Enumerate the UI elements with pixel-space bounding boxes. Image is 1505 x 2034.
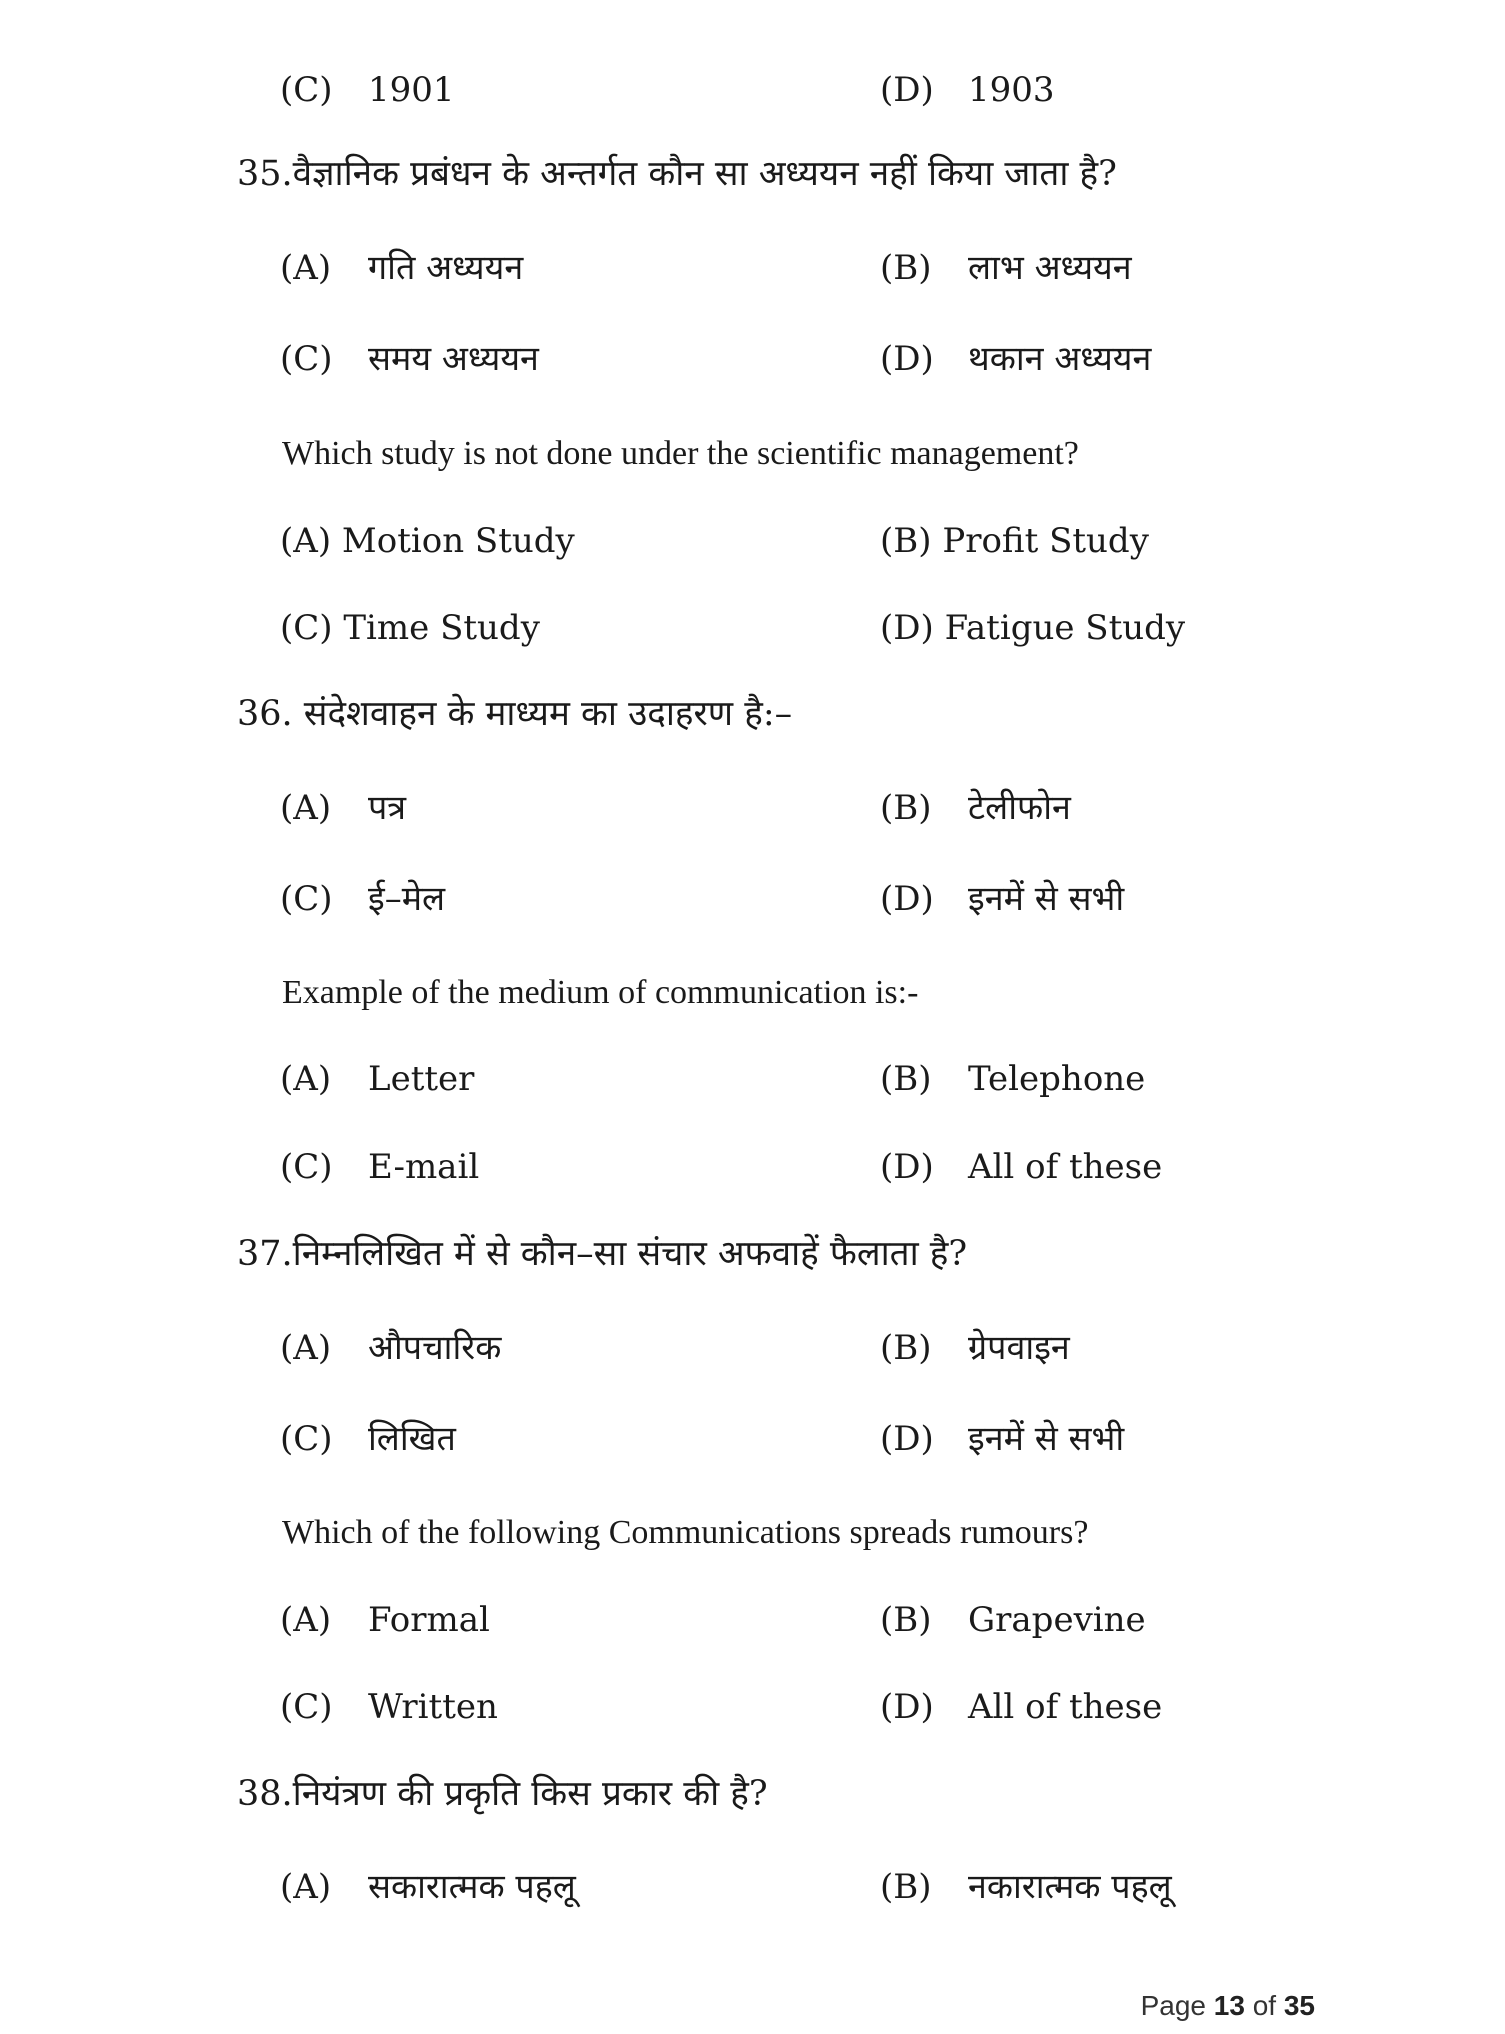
- option-a: [280, 240, 523, 296]
- option-label: (A): [280, 788, 332, 828]
- option-text: 1901: [368, 70, 455, 110]
- option-a: [280, 780, 406, 836]
- option-label: (B): [880, 521, 932, 561]
- option-c: [280, 331, 539, 387]
- option-c: [280, 1411, 456, 1467]
- option-row: [0, 62, 1505, 118]
- option-label: (B): [880, 248, 932, 288]
- option-a: [280, 1320, 501, 1376]
- option-a: [280, 513, 575, 569]
- option-c: [280, 1679, 498, 1735]
- total-pages: 35: [1283, 1990, 1315, 2021]
- option-label: (C): [280, 339, 333, 379]
- option-text: Telephone: [968, 1059, 1146, 1099]
- option-c: [280, 1139, 479, 1195]
- option-label: (C): [280, 608, 333, 648]
- option-text: टेलीफोन: [968, 788, 1071, 828]
- option-a: [280, 1859, 576, 1915]
- option-label: (C): [280, 1419, 333, 1459]
- option-row: [0, 1051, 1505, 1107]
- option-label: (B): [880, 1328, 932, 1368]
- option-row: [0, 871, 1505, 927]
- option-label: (D): [880, 1147, 934, 1187]
- option-d: [880, 62, 1055, 118]
- option-d: [880, 1139, 1162, 1195]
- option-text: ई–मेल: [368, 879, 446, 919]
- option-d: [880, 1411, 1124, 1467]
- option-text: लिखित: [368, 1419, 456, 1459]
- option-label: (D): [880, 879, 934, 919]
- option-a: [280, 1592, 490, 1648]
- option-text: All of these: [968, 1147, 1163, 1187]
- option-text: Motion Study: [341, 521, 575, 561]
- option-text: इनमें से सभी: [968, 1419, 1125, 1459]
- option-row: [0, 240, 1505, 296]
- question-36-hindi: 36. संदेशवाहन के माध्यम का उदाहरण है:–: [237, 694, 793, 734]
- option-text: ग्रेपवाइन: [968, 1328, 1070, 1368]
- option-label: (A): [280, 1059, 332, 1099]
- current-page: 13: [1213, 1990, 1245, 2021]
- option-label: (D): [880, 1687, 934, 1727]
- option-text: Grapevine: [968, 1600, 1146, 1640]
- option-label: (A): [280, 248, 332, 288]
- option-row: [0, 1592, 1505, 1648]
- option-label: (A): [280, 1328, 332, 1368]
- option-row: [0, 1411, 1505, 1467]
- option-d: [880, 1679, 1162, 1735]
- question-38-hindi: 38.नियंत्रण की प्रकृति किस प्रकार की है?: [237, 1774, 768, 1814]
- option-row: [0, 513, 1505, 569]
- option-row: [0, 1859, 1505, 1915]
- option-d: [880, 600, 1185, 656]
- option-text: Profit Study: [942, 521, 1149, 561]
- page-middle: of: [1244, 1990, 1284, 2021]
- option-label: (C): [280, 1687, 333, 1727]
- option-label: (B): [880, 1600, 932, 1640]
- option-text: 1903: [968, 70, 1055, 110]
- option-label: (D): [880, 70, 934, 110]
- option-text: All of these: [968, 1687, 1163, 1727]
- option-b: [880, 1320, 1070, 1376]
- option-row: [0, 600, 1505, 656]
- option-label: (B): [880, 1867, 932, 1907]
- option-row: [0, 1139, 1505, 1195]
- question-37-hindi: 37.निम्नलिखित में से कौन–सा संचार अफवाहें फैलाता है?: [237, 1234, 968, 1274]
- option-text: पत्र: [368, 788, 407, 828]
- option-c: [280, 871, 445, 927]
- option-b: [880, 240, 1132, 296]
- option-label: (A): [280, 1867, 332, 1907]
- option-text: समय अध्ययन: [368, 339, 539, 379]
- option-b: [880, 780, 1071, 836]
- option-row: [0, 780, 1505, 836]
- option-c: [280, 600, 540, 656]
- option-text: थकान अध्ययन: [968, 339, 1152, 379]
- option-text: E-mail: [368, 1147, 480, 1187]
- option-label: (D): [880, 339, 934, 379]
- option-text: लाभ अध्ययन: [968, 248, 1132, 288]
- option-b: [880, 1592, 1146, 1648]
- page-number: [1141, 1990, 1315, 2022]
- option-a: [280, 1051, 474, 1107]
- option-text: नकारात्मक पहलू: [968, 1867, 1172, 1907]
- option-label: (C): [280, 1147, 333, 1187]
- option-text: गति अध्ययन: [368, 248, 524, 288]
- page-prefix: Page: [1140, 1990, 1214, 2021]
- option-b: [880, 513, 1149, 569]
- option-b: [880, 1051, 1145, 1107]
- option-text: सकारात्मक पहलू: [368, 1867, 576, 1907]
- question-37-english: Which of the following Communications spreads rumours?: [282, 1514, 1089, 1551]
- option-row: [0, 1679, 1505, 1735]
- option-d: [880, 871, 1124, 927]
- option-text: Letter: [368, 1059, 475, 1099]
- option-text: औपचारिक: [368, 1328, 502, 1368]
- option-label: (C): [280, 879, 333, 919]
- question-36-english: Example of the medium of communication is:-: [282, 974, 919, 1011]
- option-text: Fatigue Study: [944, 608, 1186, 648]
- option-text: Formal: [368, 1600, 490, 1640]
- option-text: Written: [368, 1687, 498, 1727]
- option-d: [880, 331, 1151, 387]
- option-row: [0, 1320, 1505, 1376]
- option-label: (B): [880, 788, 932, 828]
- option-label: (C): [280, 70, 333, 110]
- option-label: (D): [880, 608, 934, 648]
- option-label: (A): [280, 1600, 332, 1640]
- option-row: [0, 331, 1505, 387]
- option-text: Time Study: [343, 608, 540, 648]
- option-label: (B): [880, 1059, 932, 1099]
- option-text: इनमें से सभी: [968, 879, 1125, 919]
- question-35-english: Which study is not done under the scientific management?: [282, 435, 1079, 472]
- option-b: [880, 1859, 1172, 1915]
- option-c: [280, 62, 455, 118]
- option-label: (A): [280, 521, 332, 561]
- option-label: (D): [880, 1419, 934, 1459]
- question-35-hindi: 35.वैज्ञानिक प्रबंधन के अन्तर्गत कौन सा अध्ययन नहीं किया जाता है?: [237, 154, 1117, 194]
